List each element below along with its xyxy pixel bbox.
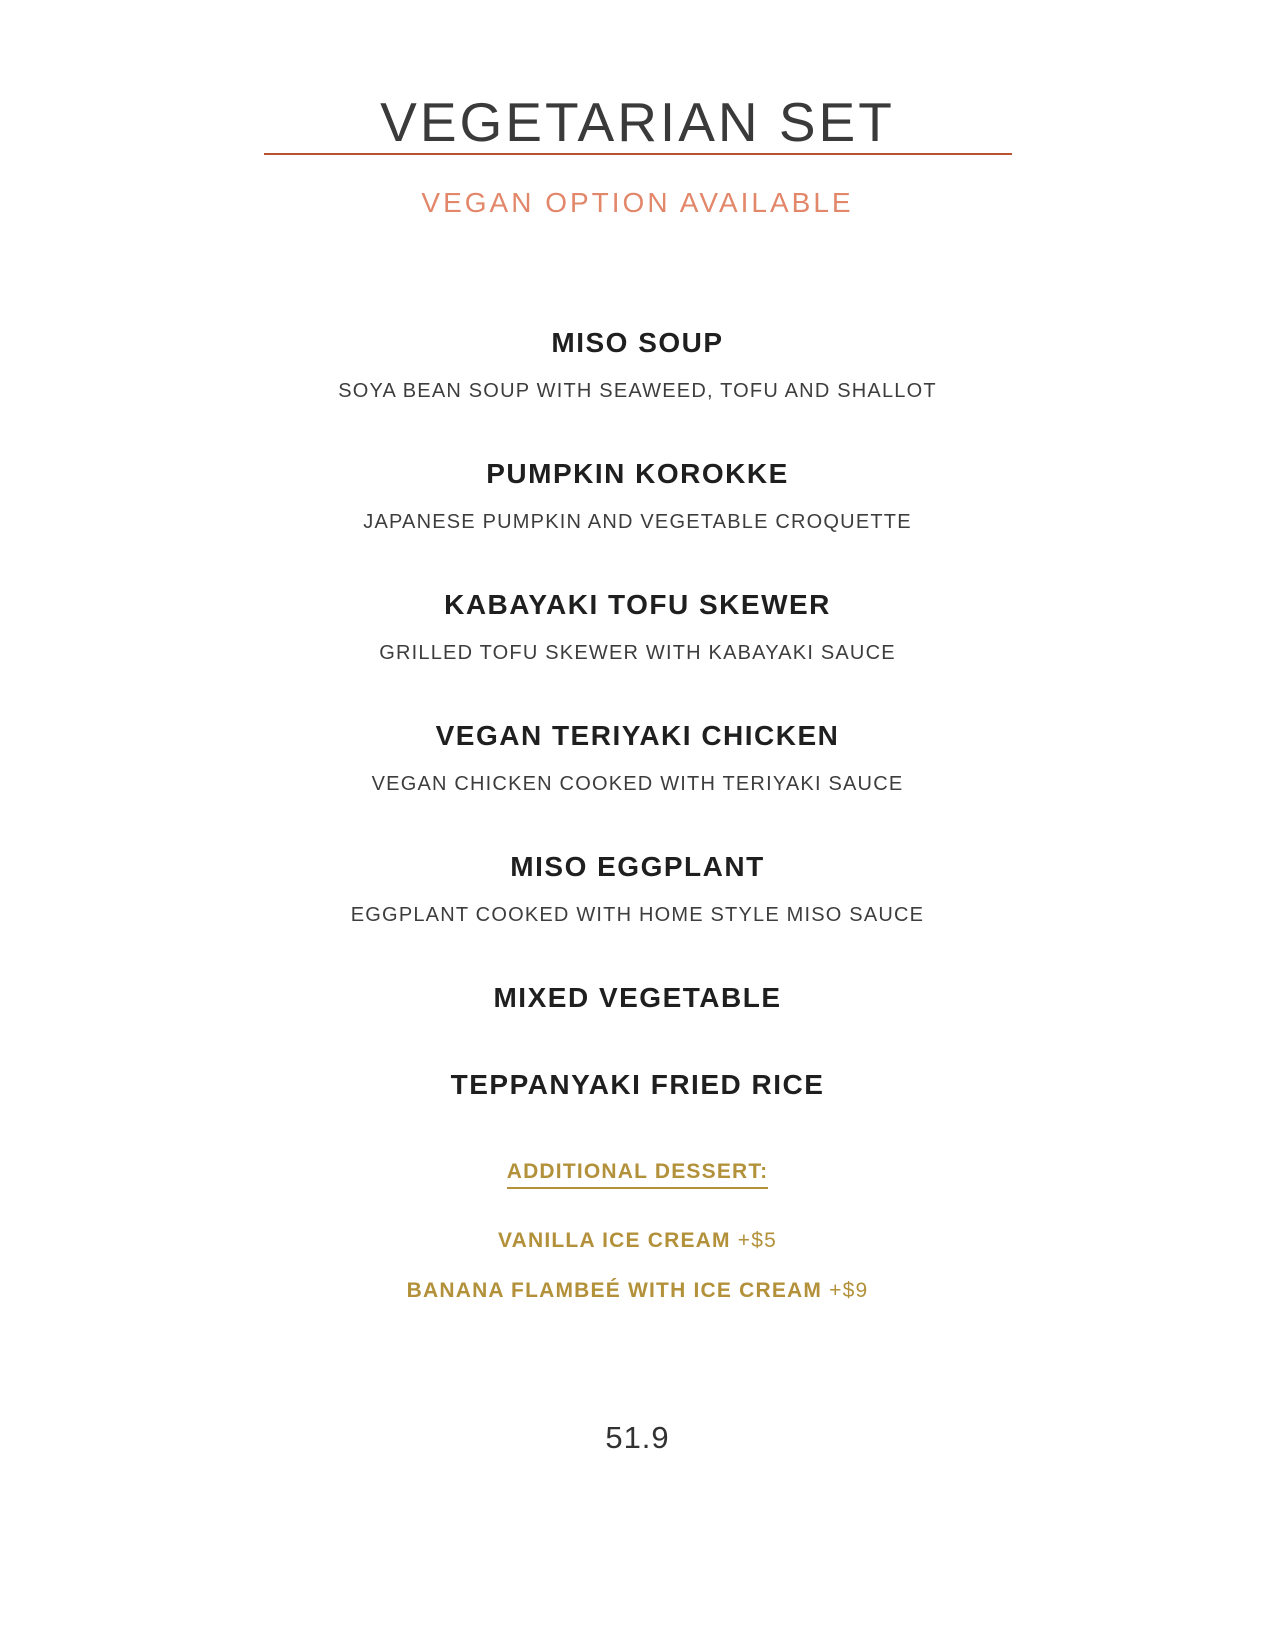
menu-item-kabayaki-tofu-skewer <box>0 590 1275 664</box>
dessert-item-vanilla-ice-cream <box>0 1229 1275 1252</box>
menu-item-teppanyaki-fried-rice <box>0 1070 1275 1100</box>
page-subtitle: VEGAN OPTION AVAILABLE <box>421 187 854 218</box>
item-description: GRILLED TOFU SKEWER WITH KABAYAKI SAUCE <box>379 642 896 664</box>
item-name: PUMPKIN KOROKKE <box>486 458 789 489</box>
additional-dessert-section <box>0 1160 1275 1302</box>
item-description: EGGPLANT COOKED WITH HOME STYLE MISO SAUCE <box>350 904 925 926</box>
item-description: JAPANESE PUMPKIN AND VEGETABLE CROQUETTE <box>363 511 912 533</box>
menu-item-miso-eggplant <box>0 852 1275 926</box>
item-name: VEGAN TERIYAKI CHICKEN <box>435 720 840 751</box>
dessert-item-price: +$5 <box>737 1229 777 1252</box>
menu-item-mixed-vegetable <box>0 983 1275 1013</box>
menu-item-miso-soup <box>0 328 1275 402</box>
dessert-item-price: +$9 <box>829 1279 869 1302</box>
item-name: MISO EGGPLANT <box>510 851 765 882</box>
dessert-section-heading: ADDITIONAL DESSERT: <box>507 1160 769 1189</box>
item-name: KABAYAKI TOFU SKEWER <box>444 589 831 620</box>
dessert-item-label: BANANA FLAMBEÉ WITH ICE CREAM <box>406 1279 823 1302</box>
item-name: MIXED VEGETABLE <box>493 982 782 1013</box>
set-price: 51.9 <box>605 1420 670 1455</box>
menu-header <box>0 0 1275 218</box>
page-title: VEGETARIAN SET <box>380 91 895 153</box>
menu-item-list <box>0 328 1275 1100</box>
menu-item-vegan-teriyaki-chicken <box>0 721 1275 795</box>
dessert-item-label: VANILLA ICE CREAM <box>497 1229 731 1252</box>
item-description: SOYA BEAN SOUP WITH SEAWEED, TOFU AND SHALLOT <box>338 380 937 402</box>
item-name: TEPPANYAKI FRIED RICE <box>450 1069 825 1100</box>
title-underline-rule <box>264 153 1012 155</box>
item-name: MISO SOUP <box>551 327 724 358</box>
menu-item-pumpkin-korokke <box>0 459 1275 533</box>
item-description: VEGAN CHICKEN COOKED WITH TERIYAKI SAUCE <box>371 773 904 795</box>
dessert-item-banana-flambee <box>0 1279 1275 1302</box>
